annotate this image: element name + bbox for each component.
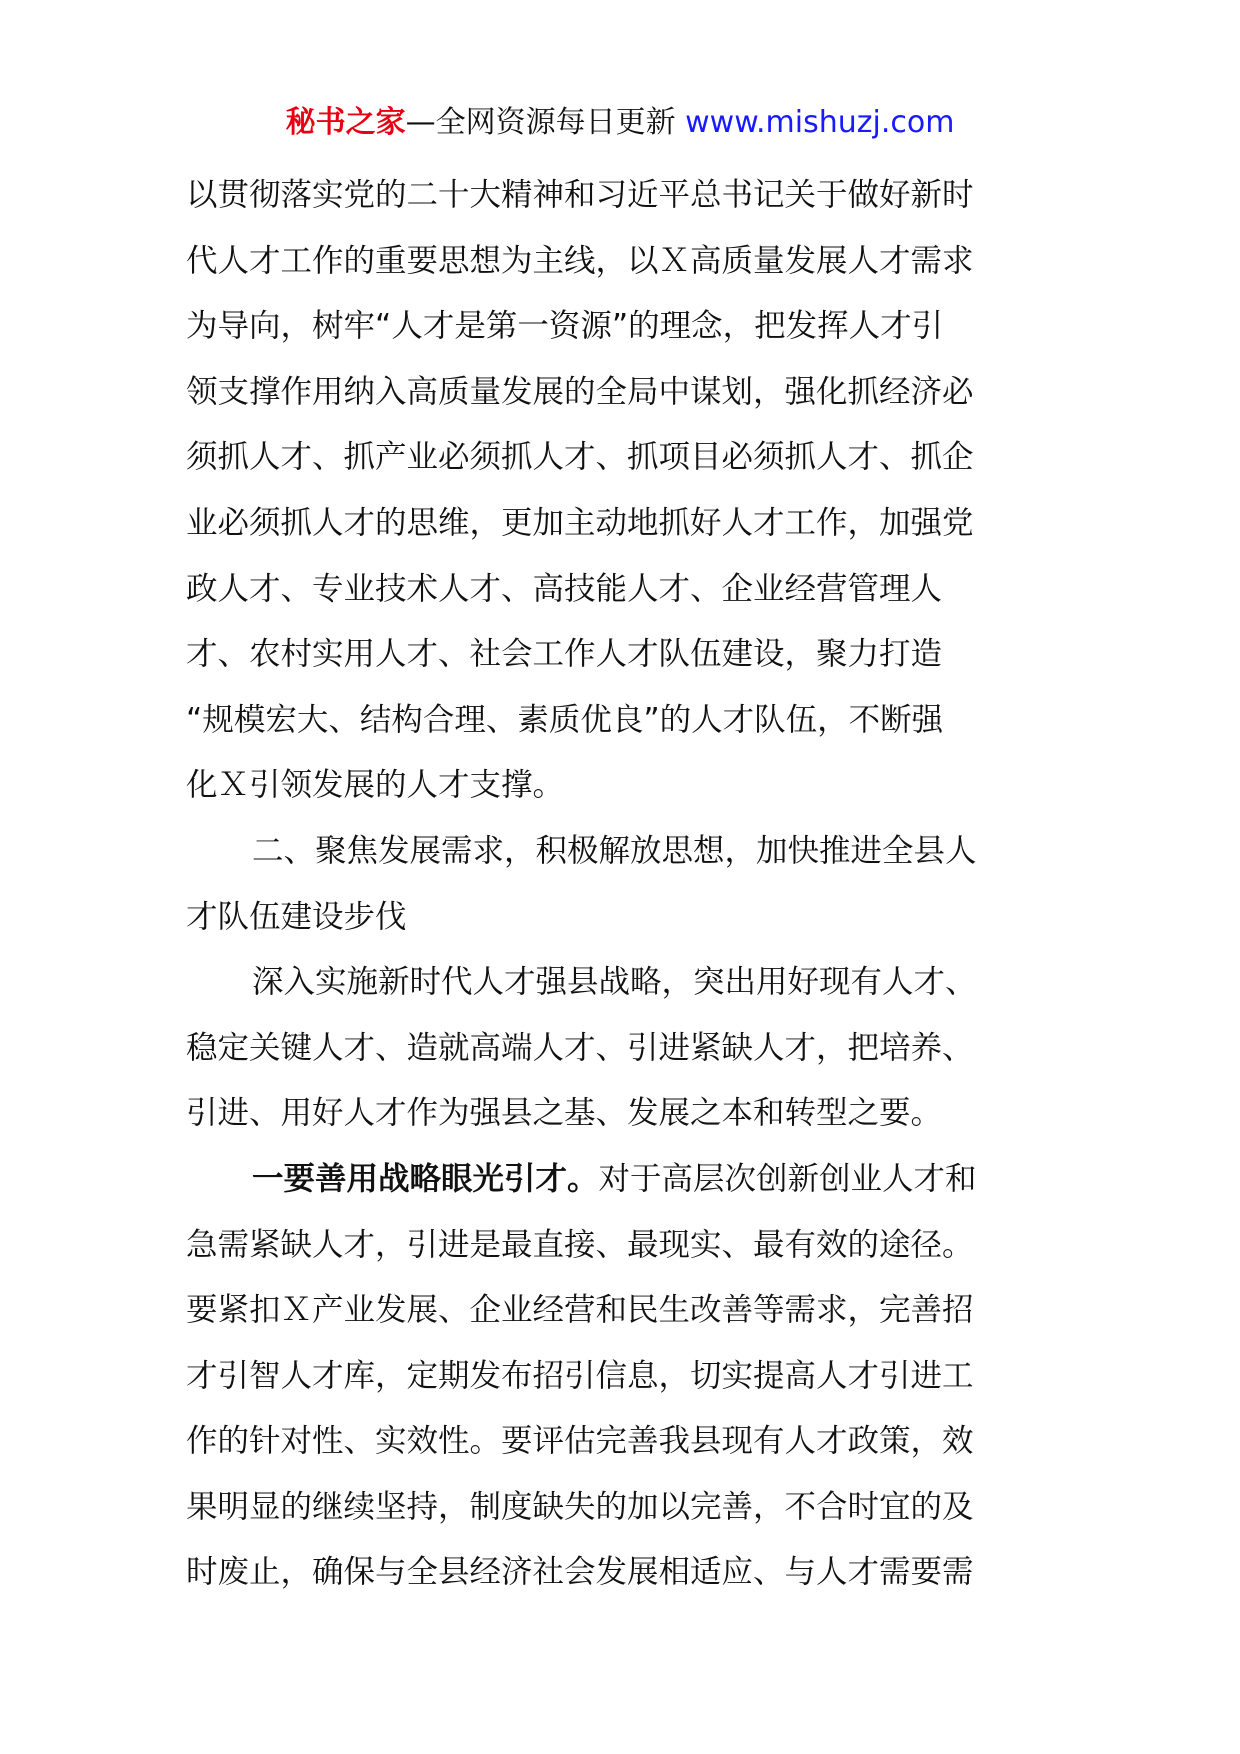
text-line: 时废止，确保与全县经济社会发展相适应、与人才需要需 xyxy=(186,1554,974,1591)
text-line: 才、农村实用人才、社会工作人才队伍建设，聚力打造 xyxy=(186,636,943,673)
text-line: 稳定关键人才、造就高端人才、引进紧缺人才，把培养、 xyxy=(186,1029,974,1066)
bold-lead-sentence: 一要善用战略眼光引才。 xyxy=(252,1160,599,1197)
text-line: 以贯彻落实党的二十大精神和习近平总书记关于做好新时 xyxy=(186,177,974,213)
text-line: 业必须抓人才的思维，更加主动地抓好人才工作，加强党 xyxy=(186,504,974,541)
text-line: 为导向，树牢“人才是第一资源”的理念，把发挥人才引 xyxy=(186,308,944,345)
text-line: 果明显的继续坚持，制度缺失的加以完善，不合时宜的及 xyxy=(186,1488,974,1525)
section-heading: 二、聚焦发展需求，积极解放思想，加快推进全县人 xyxy=(252,832,977,869)
text-line: 引进、用好人才作为强县之基、发展之本和转型之要。 xyxy=(186,1095,943,1132)
text-line: 才引智人才库，定期发布招引信息，切实提高人才引进工 xyxy=(186,1357,974,1394)
text-line: 领支撑作用纳入高质量发展的全局中谋划，强化抓经济必 xyxy=(186,373,974,410)
text-line: 要紧扣Ｘ产业发展、企业经营和民生改善等需求，完善招 xyxy=(186,1292,974,1329)
text-line: 化Ｘ引领发展的人才支撑。 xyxy=(186,767,565,804)
text-line: “规模宏大、结构合理、素质优良”的人才队伍，不断强 xyxy=(186,701,944,738)
text-line: 须抓人才、抓产业必须抓人才、抓项目必须抓人才、抓企 xyxy=(186,439,974,476)
page-header xyxy=(0,98,1240,148)
brand-name: 秘书之家 xyxy=(285,105,406,140)
paragraph-first-line xyxy=(186,1147,1066,1213)
text-line: 急需紧缺人才，引进是最直接、最现实、最有效的途径。 xyxy=(186,1226,974,1263)
section-heading-continued: 才队伍建设步伐 xyxy=(186,898,407,935)
document-body xyxy=(186,163,1066,1606)
text-span: 对于高层次创新创业人才和 xyxy=(598,1160,977,1197)
header-slogan: —全网资源每日更新 xyxy=(405,105,676,140)
website-url[interactable]: www.mishuzj.com xyxy=(685,105,955,140)
text-line: 政人才、专业技术人才、高技能人才、企业经营管理人 xyxy=(186,570,943,607)
text-line: 作的针对性、实效性。要评估完善我县现有人才政策，效 xyxy=(186,1423,974,1460)
text-line: 代人才工作的重要思想为主线，以Ｘ高质量发展人才需求 xyxy=(186,242,974,279)
text-line: 深入实施新时代人才强县战略，突出用好现有人才、 xyxy=(252,964,977,1001)
